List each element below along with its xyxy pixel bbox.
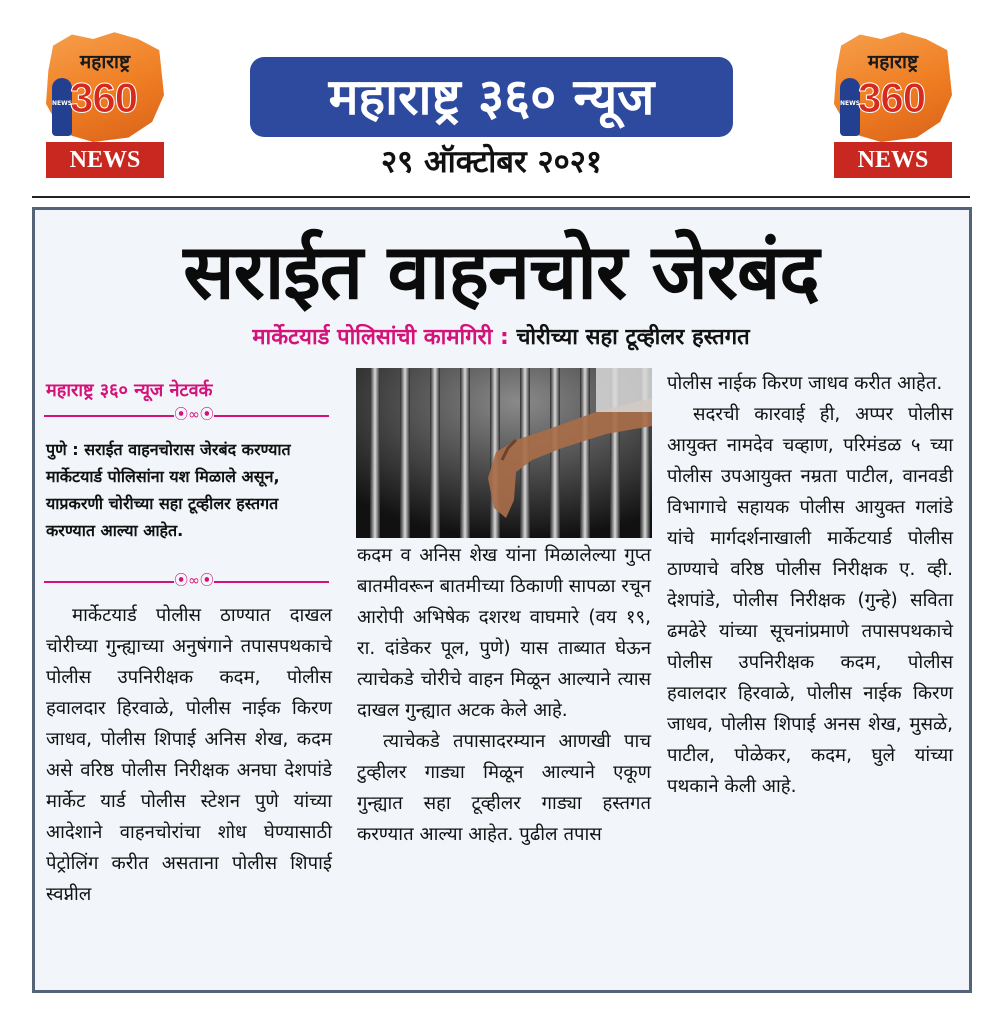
- logo-right: [834, 30, 952, 178]
- column-3: [667, 368, 953, 802]
- paragraph: सदरची कारवाई ही, अप्पर पोलीस आयुक्त नामदेव चव्हाण, परिमंडळ ५ च्या पोलीस उपआयुक्त नम्रता पाटील, वानवडी विभागाचे सहायक पोलीस आयुक्त गलांडे यांचे मार्गदर्शनाखाली मार्केटयार्ड पोलीस ठाण्याचे वरिष्ठ पोलीस निरीक्षक ए. व्ही. देशपांडे, पोलीस निरीक्षक (गुन्हे) सविता ढमढेरे यांच्या सूचनांप्रमाणे तपासपथकाचे पोलीस उपनिरीक्षक कदम, पोलीस हवालदार हिरवाळे, पोलीस नाईक किरण जाधव, पोलीस शिपाई अनस शेख, मुसळे, पाटील, पोळेकर, कदम, घुले यांच्या पथकाने केली आहे.: [667, 404, 953, 797]
- headline: सराईत वाहनचोर जेरबंद: [183, 227, 819, 316]
- ornament-icon: ⦿∞⦿: [174, 573, 214, 589]
- subhead-prefix: मार्केटयार्ड पोलिसांची कामगिरी :: [252, 325, 509, 350]
- microphone-icon: [52, 78, 72, 136]
- lead-paragraph: पुणे : सराईत वाहनचोरास जेरबंद करण्यात मार्केटयार्ड पोलिसांना यश मिळाले असून, याप्रकरणी चोरीच्या सहा टूव्हीलर हस्तगत करण्यात आल्या आहेत.: [46, 440, 291, 540]
- logo-news-bar: NEWS: [46, 142, 164, 178]
- paragraph: कदम व अनिस शेख यांना मिळालेल्या गुप्त बातमीवरून बातमीच्या ठिकाणी सापळा रचून आरोपी अभिषेक दशरथ वाघमारे (वय १९, रा. दांडेकर पूल, पुणे) यास ताब्यात घेऊन त्याचेकडे चोरीचे वाहन मिळून आल्याने त्यास दाखल गुन्ह्यात अटक केले आहे.: [357, 545, 651, 721]
- subhead-rest: चोरीच्या सहा टूव्हीलर हस्तगत: [516, 325, 750, 350]
- paragraph: मार्केटयार्ड पोलीस ठाण्यात दाखल चोरीच्या गुन्ह्याच्या अनुषंगाने तपासपथकाचे पोलीस उपनिरीक्षक कदम, पोलीस हवालदार हिरवाळे, पोलीस नाईक किरण जाधव, पोलीस शिपाई अनिस शेख, कदम असे वरिष्ठ पोलीस निरीक्षक अनघा देशपांडे मार्केट यार्ड पोलीस स्टेशन पुणे यांच्या आदेशाने वाहनचोरांचा शोध घेण्यासाठी पेट्रोलिंग करीत असताना पोलीस शिपाई स्वप्नील: [46, 605, 332, 905]
- ornament-divider: [44, 575, 329, 589]
- logo-top-text: महाराष्ट्र: [79, 51, 131, 73]
- column-1: [46, 600, 332, 910]
- issue-date: २९ ऑक्टोबर २०२१: [381, 144, 602, 180]
- logo-number: 360: [858, 74, 926, 121]
- microphone-icon: [840, 78, 860, 136]
- subheadline: [36, 322, 966, 354]
- paragraph: त्याचेकडे तपासादरम्यान आणखी पाच टुव्हीलर गाड्या मिळून आल्याने एकूण गुन्ह्यात सहा टूव्हीलर गाड्या हस्तगत करण्यात आल्या आहेत. पुढील तपास: [357, 731, 651, 845]
- jail-bars-image: [356, 368, 652, 538]
- logo-news-bar: NEWS: [834, 142, 952, 178]
- paragraph: पोलीस नाईक किरण जाधव करीत आहेत.: [667, 373, 943, 394]
- byline: महाराष्ट्र ३६० न्यूज नेटवर्क: [46, 380, 213, 401]
- logo-left: [46, 30, 164, 178]
- jail-bars-photo: [356, 368, 652, 538]
- ornament-icon: ⦿∞⦿: [174, 407, 214, 423]
- mic-label: NEWS: [52, 100, 73, 107]
- column-2: [357, 540, 651, 850]
- logo-number: 360: [70, 74, 138, 121]
- masthead-title: महाराष्ट्र ३६० न्यूज: [250, 57, 733, 137]
- ornament-divider: [44, 409, 329, 423]
- mic-label: NEWS: [840, 100, 861, 107]
- logo-top-text: महाराष्ट्र: [867, 51, 919, 73]
- header-divider: [32, 196, 970, 198]
